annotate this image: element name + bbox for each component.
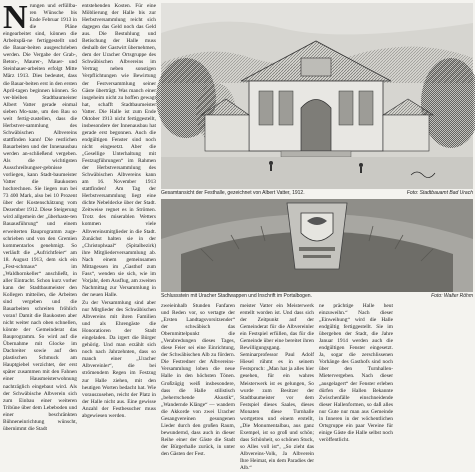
column-2-text: entstehenden Kosten. Für eine Möblierung der Halle bis zur Herbstversammlung reicht sich dagegen das Geld noch das Geld aus. Die Bestuhlung und Betischung der Halle muss deshalb der Gastwirt übernehmen, dem der Uracher Ortsgruppe des Schwäbischen Albvereins im Vertrag neben sonstigen Verpflichtungen wie Bewirtung der Festversammlung seiner Gäste überträgt. Was manch einer insgeheim nicht zu hoffen gewagt hat, schafft Stadtbaumeister Vatter. Die Halle ist zum Ende Oktober 1913 nicht fertiggestellt, insbesondere der Innenausbau hat gerade erst begonnen. Auch die endgültigen Fenster sind noch nicht eingesetzt. Aber die „Gesellige Unterhaltung mit Festzugführungen“ im Rahmen der Herbstversammlung des Schwäbischen Albvereins kann am 16. November 1913 stattfinden! Am Tag der Herbstversammlung liegt eine dichte Nebeldecke über der Stadt. Zeitweise regnet es in Strömen. Trotz des miserablen Wetters kommen viele Albvereinsmitglieder in die Stadt. Zunächst halten sie in der „Christophsaal“ (Spitalbezirk) ihre Mitgliederversammlung ab. Nach einem gemeinsamen Mittagessen im „Gasthof zum Fass“, wenden sie sich, wie im Vorjahr, dem Ausflug, am zweiten Nachmittag zur Versammlung in der neuen Halle. xyxy=(82,3,156,298)
column-4-text: zweieinhalb Stunden Fanfaren und Reden vor, so vertagte der „Ersten Landtagsvorsitzender“ der schwäbisch das Obernmittelpunkt die „Verabredungen dieses Tages, diese Feier sei eine Einrichtung, der Schwäbischen Alb zu fördern. Die Festredner der Albvereins-Versammlung loben die neue Halle in den höchsten Tönen. Großzügig weiß insbesondere, dass die Halle stilistisch „beherrschende Akustik“, „Wandernde Klänge“ — wandern die Akkorde von zwei Uracher Gesangvereinen gesungenen Lieder durch den großen Raum, bewundernd, dass auch in dieser Reihe einer der Gäste die Stadt der Bürgerhalle zurück, in unter den Gästen der Fest. xyxy=(161,303,235,457)
article-column-6 xyxy=(319,303,393,443)
article-column-5 xyxy=(240,303,314,472)
festival-hall-drawing xyxy=(161,3,473,189)
article-column-3 xyxy=(82,300,156,418)
article-text xyxy=(3,0,77,433)
figure-top-caption xyxy=(161,190,473,197)
column-5-text: meister Vatter ein Meisterwerk erstellt worden ist. Und dass sich der Zeitpunkt auf der Gemeinderat für die Albvereinler ein Festspiel erfüllen, das für die Gemeinde über eine bereitet ihren Bewilligungsgang. Seminarprofessor Paul Adolf Hiesel rühmt es in seinem Festspruch: „Man hat ja alles hier gesehen, für ein wahres Meisterwerk ist es gelungen, So wurde zum Besitzer der Stadtbaumeister vor dem Festspiel dieses Saales, dieses Monaten diese Turnhalle wortgetreu und einem erstellt, „Die Monumentalbau, aus ganz Exempel, ist so groß und schön; dass Schönheit, so schönen Stuck, so Alles voll ist“, „So zieht das Albvereins-Volk, Ja Albverein Ihre Heimat, ein dem Paradies der Alb.“ xyxy=(240,303,314,472)
article-column-4 xyxy=(161,303,235,457)
article-column-1 xyxy=(3,0,77,432)
figure-top-caption-text: Gesamtansicht der Festhalle, gezeichnet von Albert Vatter, 1912. xyxy=(161,190,305,196)
figure-bottom-caption-text: Schlussstein mit Uracher Stadtwappen und Inschrift im Portalbogen. xyxy=(161,293,312,299)
column-1-text: rungen und erfüllba-ren Wünsche bis Ende Februar 1913 in die Pläne eingearbeitet sind, können die Arbeitsplä-ne fertiggestellt und die Bauar-beiten ausgeschrieben werden. Die Vergabe der Grab-, Beton-, Maurer-, Mauer- und Steinhauer-arbeiten erfolgt Mitte März 1913. Dies bedeutet, dass die Bauar-beiten erst in den ersten April-tagen beginnen können. So ver-bleiben Stadtbaumeister Albert Vatter gerade einmal sieben Mo-nate, um den Bau so weit fertig-zustellen, dass die Herbstver-sammlung des Schwäbischen Albvereins stattfinden kann! Die restlichen Bauarbeiten und der Innenausbau werden an-schließend vergeben. Als die wichtigsten Ausschreibungser-gebnisse vorliegen, kann Stadt-baumeister Vatter die Baukosten hochrechnen. Sie liegen nun bei 73 400 Mark, also bei 10 Prozent über der Kostenschätzung vom Dezember 1912. Diese Steigerung wird allgemein der „überhaste-ten Bauausführung“ und einem erweiterten Bauprogramm zuge-schrieben und von den Gremien kommentarlos genehmigt. So verläuft die „Aufrichtfeier“ am 18. August 1913, dem sich ein „Fest-schmaus“ im „Waldhornkeller“ anschließt, in aller Eintracht. Schon kurz vorher kann der Stadtbaumeister den Kollegen mitteilen, die Arbeiten sind vergeben und die Bauarbeiten schreiten fröhlich voran! Damit die Baukosten aber nicht weiter nach oben schnellen, könnte der Gemeinderat das Bauprogramm. So wird auf die Übernahme mit Glocke im Dachreiter sowie auf den plastischen Schmuck am Hauptgiebel verzichtet, der erst später zusammen mit den Fahnen einer Hausmeisterwohnung nachträglich eingebaut wird. Als der Schwäbische Albverein sich zum Einbau einer weiteren Tribüne über dem Lebeboden und einer beschränkten Bühneneinrichtung wünscht, übernimmt die Stadt xyxy=(3,3,77,432)
figure-bottom-caption xyxy=(161,293,473,300)
keystone-photo xyxy=(161,199,473,292)
drop-cap: N xyxy=(3,0,28,36)
article-column-2 xyxy=(82,3,156,298)
figure-bottom-credit: Foto: Walter Röhm xyxy=(431,293,473,299)
figure-top-credit: Foto: Stadtbauamt Bad Urach xyxy=(406,190,473,196)
column-6-text: ne prächtige Halle heut einzuweihn.“ Nach dieser „Einweihung“ wird die Halle endgültig fertiggestellt. Sie im übergeben der Stadt, die Jahre Januar 1914 werden auch die endgültigen Fenster eingesetzt. Ja, sogar die zerschlissenen Vorhänge des Gasthofs sind noch über den Turnhallen-Mietervergeben. Nach dieser „ausgelagert“ der Fenster erleben dürfen die Hallen Bekannte Zwischenfälle einschneidende dieser Hallenformen, so daß alles nur Gute nur man aus Gemeinde in Inneren in der wöchentlichen Ortsgruppe ein paar Vereine für einige Gäste die Halle selbst noch veröffentlicht. xyxy=(319,303,393,443)
column-3-text: Zu der Versammlung sind aber nur Mitglieder des Schwäbischen Albvereins mit ihren Familien und als Ehrengäste die Honoratioren der Stadt eingeladen. Da irgert die Bürger gehörig. Und man erzählt sich noch nach Jahrzehnten, dass so manch einer „Uracher Albvereinler“, die bei strömendem Regen im Festzug zur Halle ziehen, mit den heutigen Worten bedacht hat. Wie vorauszusehen, reicht der Platz in der Halle nicht aus. Eine gewisse Anzahl der Festbesucher muss abgewiesen werden. xyxy=(82,300,156,419)
